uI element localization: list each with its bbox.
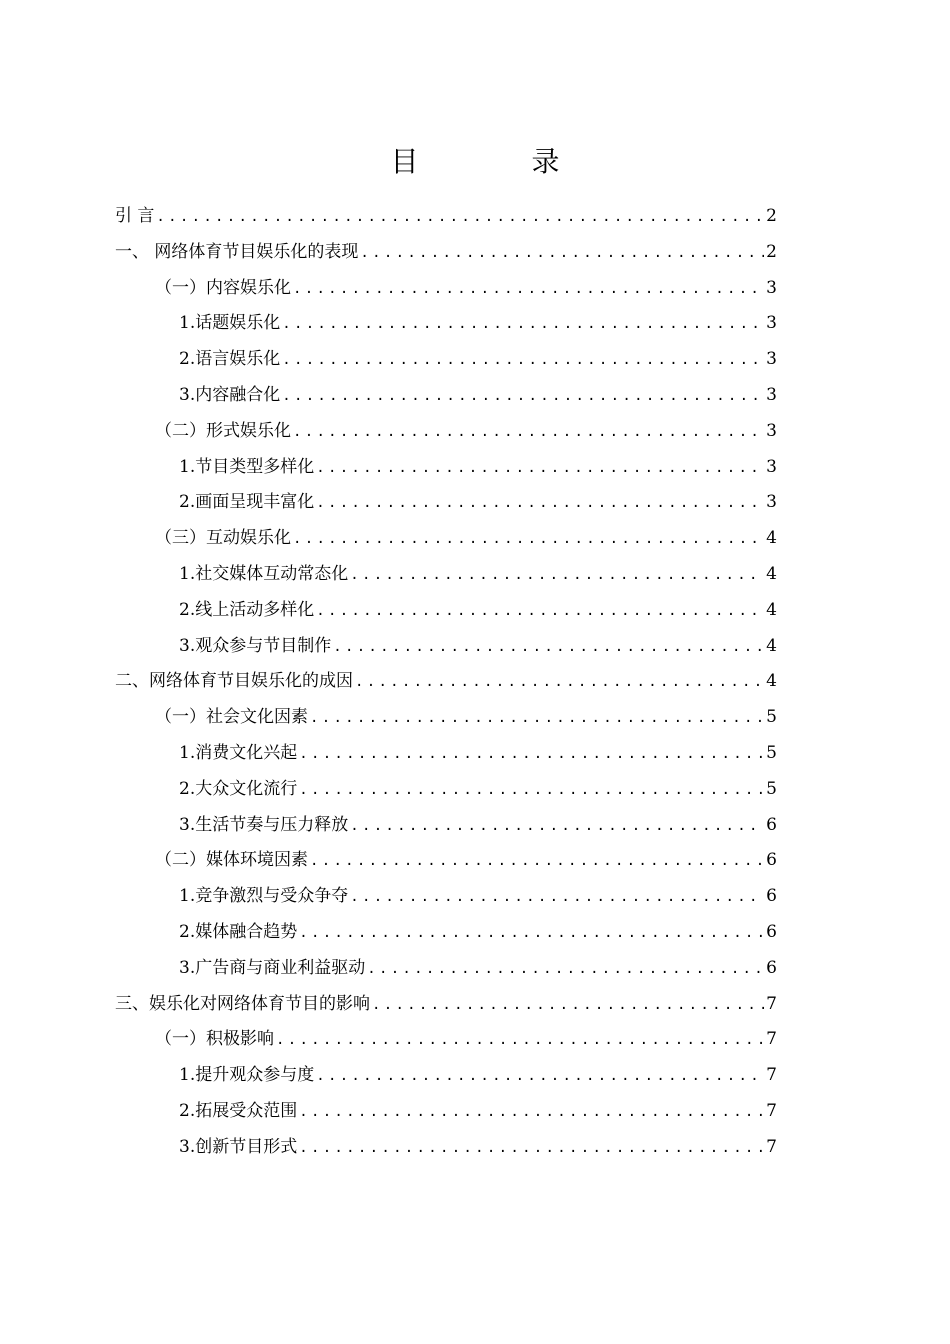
dot-leader <box>299 773 764 809</box>
dot-leader <box>282 343 764 379</box>
toc-entry-title: 2.线上活动多样化 <box>179 599 315 620</box>
toc-entry-title: 2.媒体融合趋势 <box>179 921 298 942</box>
toc-entry-title: 一、 网络体育节目娱乐化的表现 <box>115 241 359 262</box>
toc-entry[interactable] <box>115 772 777 808</box>
dot-leader <box>350 809 764 845</box>
toc-entry-title: 1.竞争激烈与受众争夺 <box>179 886 349 907</box>
toc-entry[interactable] <box>115 378 777 414</box>
dot-leader <box>316 486 764 522</box>
dot-leader <box>293 272 764 308</box>
toc-entry-title: 2.画面呈现丰富化 <box>179 492 315 513</box>
toc-entry-title: 1.消费文化兴起 <box>179 742 298 763</box>
toc-entry[interactable] <box>115 879 777 915</box>
toc-entry-title: 3.内容融合化 <box>179 384 281 405</box>
toc-entry-page-number: 7 <box>766 993 777 1014</box>
toc-entry[interactable] <box>115 342 777 378</box>
toc-entry-title: （二）形式娱乐化 <box>155 420 291 441</box>
toc-entry[interactable] <box>115 1094 777 1130</box>
dot-leader <box>276 1023 764 1059</box>
toc-entry-title: 1.话题娱乐化 <box>179 313 281 334</box>
toc-entry-page-number: 2 <box>766 241 777 262</box>
toc-entry[interactable] <box>115 235 777 271</box>
dot-leader <box>310 844 764 880</box>
toc-entry[interactable] <box>115 306 777 342</box>
toc-entry-page-number: 3 <box>766 492 777 513</box>
toc-entry[interactable] <box>115 808 777 844</box>
dot-leader <box>333 630 764 666</box>
toc-entry-page-number: 6 <box>766 850 777 871</box>
toc-entry-page-number: 6 <box>766 957 777 978</box>
toc-entry-title: 3.广告商与商业利益驱动 <box>179 957 366 978</box>
toc-entry[interactable] <box>115 1022 777 1058</box>
toc-entry[interactable] <box>115 199 777 235</box>
toc-entry[interactable] <box>115 557 777 593</box>
toc-entry[interactable] <box>115 629 777 665</box>
toc-entry[interactable] <box>115 987 777 1023</box>
dot-leader <box>299 1095 764 1131</box>
toc-entry-page-number: 3 <box>766 420 777 441</box>
toc-entry-page-number: 3 <box>766 277 777 298</box>
toc-entry-title: 3.观众参与节目制作 <box>179 635 332 656</box>
toc-entry[interactable] <box>115 485 777 521</box>
toc-entry-page-number: 7 <box>766 1029 777 1050</box>
toc-entry-title: 引 言 <box>115 206 155 226</box>
dot-leader <box>282 379 764 415</box>
toc-entry[interactable] <box>115 1130 777 1166</box>
toc-entry[interactable] <box>115 450 777 486</box>
toc-entry[interactable] <box>115 521 777 557</box>
toc-entry-title: （一）社会文化因素 <box>155 707 308 728</box>
toc-entry-page-number: 3 <box>766 456 777 477</box>
toc-entry-title: （三）互动娱乐化 <box>155 528 291 549</box>
dot-leader <box>299 1131 764 1167</box>
toc-entry-page-number: 4 <box>766 563 777 584</box>
toc-entry-title: 二、网络体育节目娱乐化的成因 <box>115 671 353 692</box>
page-title: 目 录 <box>390 145 612 178</box>
toc-entry-page-number: 7 <box>766 1065 777 1086</box>
dot-leader <box>316 451 764 487</box>
toc-entry[interactable] <box>115 593 777 629</box>
toc-entry-page-number: 3 <box>766 384 777 405</box>
toc-entry-page-number: 3 <box>766 313 777 334</box>
dot-leader <box>350 880 764 916</box>
toc-entry-title: 3.生活节奏与压力释放 <box>179 814 349 835</box>
toc-entry-page-number: 6 <box>766 886 777 907</box>
toc-entry-title: 1.提升观众参与度 <box>179 1065 315 1086</box>
toc-entry-title: 1.社交媒体互动常态化 <box>179 563 349 584</box>
toc-entry[interactable] <box>115 414 777 450</box>
dot-leader <box>310 701 764 737</box>
toc-entry[interactable] <box>115 915 777 951</box>
toc-entry[interactable] <box>115 700 777 736</box>
toc-entry-page-number: 4 <box>766 635 777 656</box>
toc-entry-title: 3.创新节目形式 <box>179 1136 298 1157</box>
toc-entry-title: 2.拓展受众范围 <box>179 1100 298 1121</box>
dot-leader <box>367 952 764 988</box>
toc-entry-page-number: 5 <box>766 707 777 728</box>
toc-entry-title: （一）内容娱乐化 <box>155 277 291 298</box>
toc-entry-page-number: 6 <box>766 814 777 835</box>
toc-entry-title: （二）媒体环境因素 <box>155 850 308 871</box>
toc-entry[interactable] <box>115 736 777 772</box>
toc-entry-page-number: 7 <box>766 1136 777 1157</box>
toc-entry[interactable] <box>115 271 777 307</box>
toc-entry-title: 2.语言娱乐化 <box>179 349 281 370</box>
toc-entry[interactable] <box>115 843 777 879</box>
dot-leader <box>293 522 764 558</box>
toc-entry-page-number: 4 <box>766 599 777 620</box>
toc-entry-page-number: 6 <box>766 921 777 942</box>
table-of-contents <box>115 199 777 1166</box>
dot-leader <box>360 236 764 272</box>
dot-leader <box>316 594 764 630</box>
toc-entry-page-number: 3 <box>766 349 777 370</box>
toc-entry[interactable] <box>115 951 777 987</box>
dot-leader <box>316 1059 764 1095</box>
dot-leader <box>355 665 764 701</box>
toc-entry-page-number: 4 <box>766 528 777 549</box>
dot-leader <box>350 558 764 594</box>
toc-entry-title: 2.大众文化流行 <box>179 778 298 799</box>
toc-entry[interactable] <box>115 1058 777 1094</box>
dot-leader <box>156 200 764 236</box>
toc-entry-page-number: 5 <box>766 742 777 763</box>
dot-leader <box>372 988 764 1024</box>
toc-entry-title: （一）积极影响 <box>155 1029 274 1050</box>
toc-entry[interactable] <box>115 664 777 700</box>
toc-entry-page-number: 7 <box>766 1100 777 1121</box>
dot-leader <box>299 916 764 952</box>
toc-entry-page-number: 2 <box>766 206 777 226</box>
toc-entry-page-number: 5 <box>766 778 777 799</box>
toc-entry-page-number: 4 <box>766 671 777 692</box>
dot-leader <box>299 737 764 773</box>
toc-entry-title: 三、娱乐化对网络体育节目的影响 <box>115 993 370 1014</box>
dot-leader <box>282 307 764 343</box>
dot-leader <box>293 415 764 451</box>
toc-entry-title: 1.节目类型多样化 <box>179 456 315 477</box>
